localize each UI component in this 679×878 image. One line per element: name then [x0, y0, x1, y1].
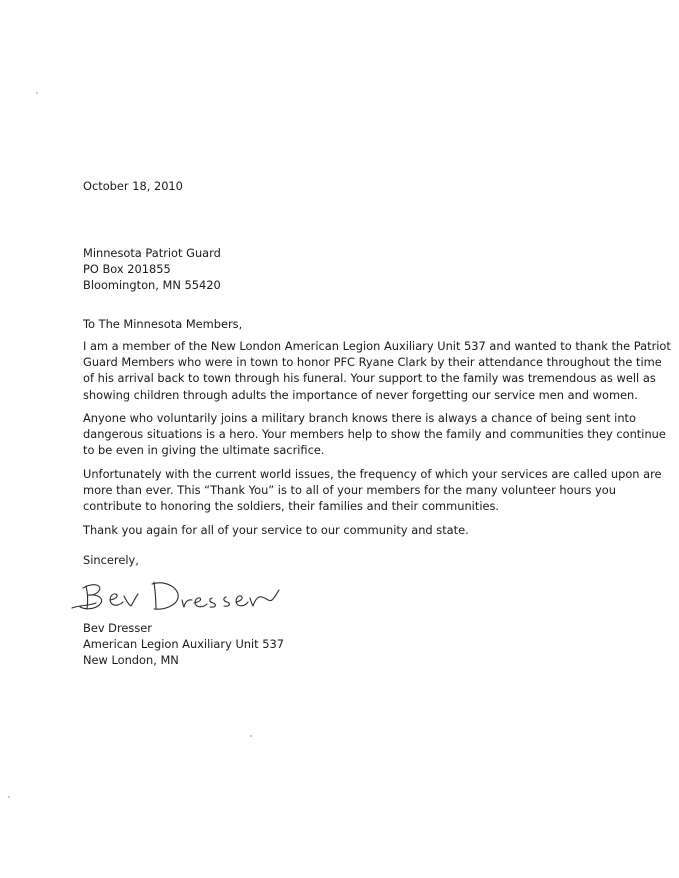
letter-date — [83, 178, 623, 194]
closing — [83, 552, 623, 568]
sender-line: New London, MN — [83, 653, 179, 668]
signature-drawing — [66, 576, 306, 620]
scan-speck — [36, 92, 38, 94]
paragraph-line: Anyone who voluntarily joins a military branch knows there is always a chance of being sent into — [83, 411, 636, 425]
recipient-line: PO Box 201855 — [83, 262, 171, 277]
closing-text: Sincerely, — [83, 553, 139, 567]
body-paragraph — [83, 522, 623, 538]
paragraph-line: Thank you again for all of your service to our community and state. — [83, 523, 469, 537]
sender-line: American Legion Auxiliary Unit 537 — [83, 637, 285, 652]
body-paragraph — [83, 410, 666, 459]
handwritten-signature — [66, 576, 306, 620]
salutation-text: To The Minnesota Members, — [83, 317, 243, 331]
sender-line: Bev Dresser — [83, 621, 152, 635]
paragraph-line: dangerous situations is a hero. Your members help to show the family and communities they continue — [83, 427, 666, 442]
scan-speck — [250, 735, 252, 737]
date-text: October 18, 2010 — [83, 179, 183, 193]
recipient-address — [83, 245, 623, 294]
body-paragraph — [83, 466, 662, 515]
paragraph-line: showing children through adults the importance of never forgetting our service men and women. — [83, 387, 638, 402]
scan-speck — [8, 796, 10, 798]
paragraph-line: Unfortunately with the current world issues, the frequency of which your services are called upon are — [83, 467, 662, 481]
sender-signature-block — [83, 620, 623, 669]
body-paragraph — [83, 338, 671, 403]
recipient-line: Bloomington, MN 55420 — [83, 278, 221, 293]
paragraph-line: Guard Members who were in town to honor PFC Ryane Clark by their attendance throughout the time — [83, 355, 662, 370]
paragraph-line: I am a member of the New London American Legion Auxiliary Unit 537 and wanted to thank the Patriot — [83, 339, 671, 353]
paragraph-line: contribute to honoring the soldiers, their families and their communities. — [83, 499, 500, 514]
paragraph-line: more than ever. This “Thank You” is to all of your members for the many volunteer hours you — [83, 483, 616, 498]
recipient-line: Minnesota Patriot Guard — [83, 246, 221, 260]
paragraph-line: of his arrival back to town through his funeral. Your support to the family was tremendous as well as — [83, 371, 656, 386]
paragraph-line: to be even in giving the ultimate sacrifice. — [83, 443, 325, 458]
salutation — [83, 316, 623, 332]
